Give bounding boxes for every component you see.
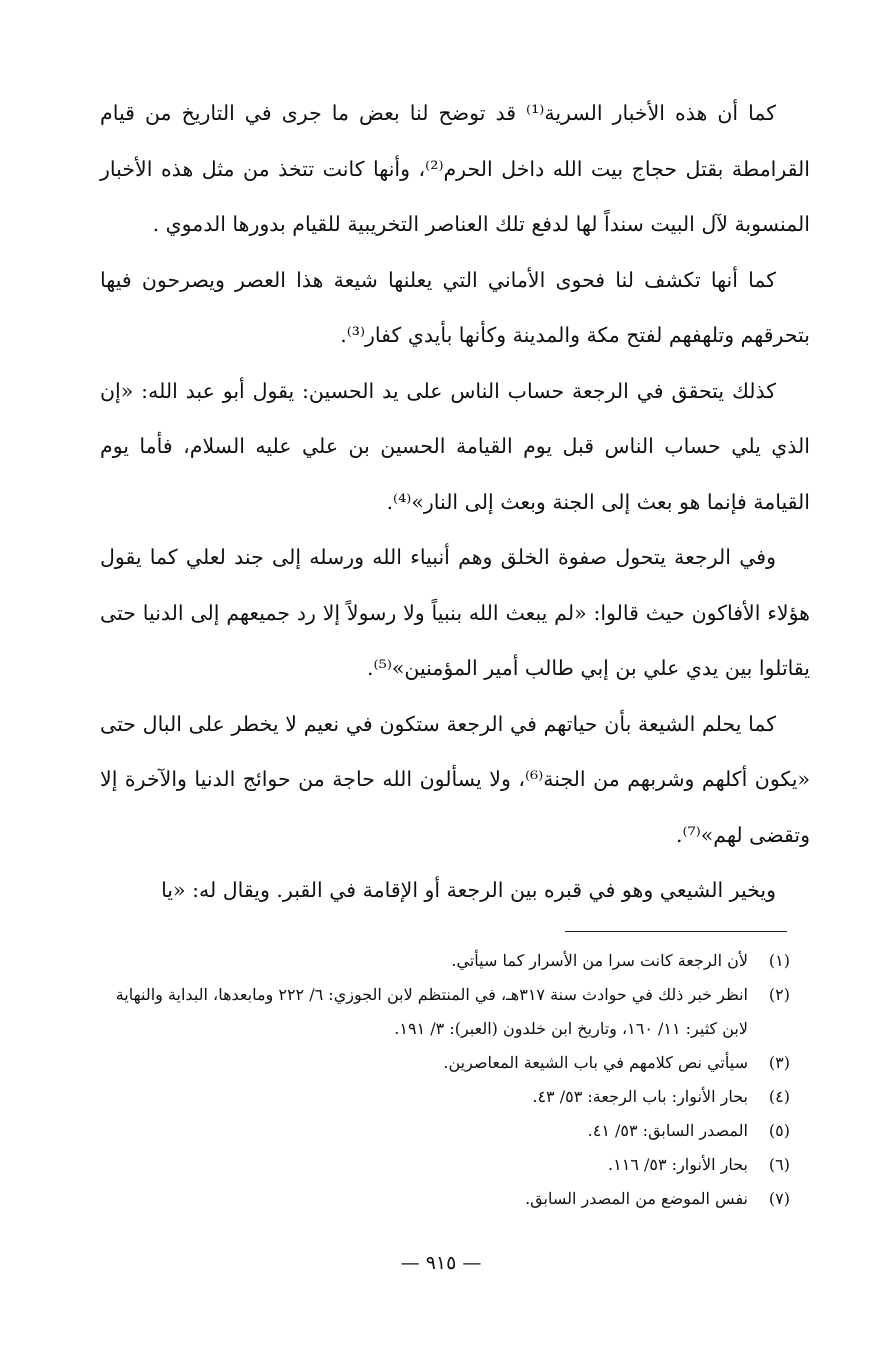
paragraph-5: كما يحلم الشيعة بأن حياتهم في الرجعة ستكون في نعيم لا يخطر على البال حتى «يكون أكلهم وشربهم من الجنة⁽⁶⁾، ولا يسألون الله حاجة من حوائج الدنيا والآخرة إلا وتقضى لهم»⁽⁷⁾. bbox=[100, 711, 810, 847]
footnote-item bbox=[88, 1080, 790, 1114]
main-text bbox=[100, 86, 810, 919]
footnote-number: (١) bbox=[768, 951, 790, 970]
footnote-number: (٧) bbox=[768, 1189, 790, 1208]
footnote-item bbox=[88, 1114, 790, 1148]
footnote-text: نفس الموضع من المصدر السابق. bbox=[525, 1189, 748, 1208]
footnote-text: بحار الأنوار: باب الرجعة: ٥٣/ ٤٣. bbox=[532, 1087, 748, 1106]
footnote-text: بحار الأنوار: ٥٣/ ١١٦. bbox=[608, 1155, 748, 1174]
footnote-number: (٤) bbox=[768, 1087, 790, 1106]
footnote-divider bbox=[565, 931, 787, 932]
footnote-text: المصدر السابق: ٥٣/ ٤١. bbox=[587, 1121, 748, 1140]
paragraph-3: كذلك يتحقق في الرجعة حساب الناس على يد الحسين: يقول أبو عبد الله: «إن الذي يلي حساب الناس قبل يوم القيامة الحسين بن علي عليه السلام، فأما يوم القيامة فإنما هو بعث إلى الجنة وبعث إلى النار»⁽⁴⁾. bbox=[100, 378, 810, 514]
paragraph-4: وفي الرجعة يتحول صفوة الخلق وهم أنبياء الله ورسله إلى جند لعلي كما يقول هؤلاء الأفاكون حيث قالوا: «لم يبعث الله بنبياً ولا رسولاً إلا رد جميعهم إلى الدنيا حتى يقاتلوا بين يدي علي بن إبي طالب أمير المؤمنين»⁽⁵⁾. bbox=[100, 545, 810, 680]
paragraph-1: كما أن هذه الأخبار السرية⁽¹⁾ قد توضح لنا بعض ما جرى في التاريخ من قيام القرامطة بقتل حجاج بيت الله داخل الحرم⁽²⁾، وأنها كانت تتخذ من مثل هذه الأخبار المنسوبة لآل البيت سنداً لها لدفع تلك العناصر التخريبية للقيام بدورها الدموي . bbox=[100, 101, 810, 236]
footnote-text: سيأتي نص كلامهم في باب الشيعة المعاصرين. bbox=[443, 1053, 748, 1072]
footnote-number: (٢) bbox=[768, 985, 790, 1004]
footnote-text: انظر خبر ذلك في حوادث سنة ٣١٧هـ، في المنتظم لابن الجوزي: ٦/ ٢٢٢ ومابعدها، البداية والنهاية لابن كثير: ١١/ ١٦٠، وتاريخ ابن خلدون (العبر): ٣/ ١٩١. bbox=[115, 985, 748, 1038]
paragraph-6: ويخير الشيعي وهو في قبره بين الرجعة أو الإقامة في القبر. ويقال له: «يا bbox=[161, 878, 776, 902]
footnotes bbox=[88, 944, 790, 1216]
footnote-text: لأن الرجعة كانت سرا من الأسرار كما سيأتي. bbox=[451, 951, 748, 970]
footnote-item bbox=[88, 1046, 790, 1080]
footnote-item bbox=[88, 1148, 790, 1182]
footnote-item bbox=[88, 1182, 790, 1216]
footnote-number: (٥) bbox=[768, 1121, 790, 1140]
footnote-item bbox=[88, 944, 790, 978]
page-number: — ٩١٥ — bbox=[400, 1252, 482, 1274]
paragraph-2: كما أنها تكشف لنا فحوى الأماني التي يعلنها شيعة هذا العصر ويصرحون فيها بتحرقهم وتلهفهم لفتح مكة والمدينة وكأنها بأيدي كفار⁽³⁾. bbox=[100, 267, 810, 347]
footnote-number: (٦) bbox=[768, 1155, 790, 1174]
footnote-item bbox=[88, 978, 790, 1046]
footnote-number: (٣) bbox=[768, 1053, 790, 1072]
